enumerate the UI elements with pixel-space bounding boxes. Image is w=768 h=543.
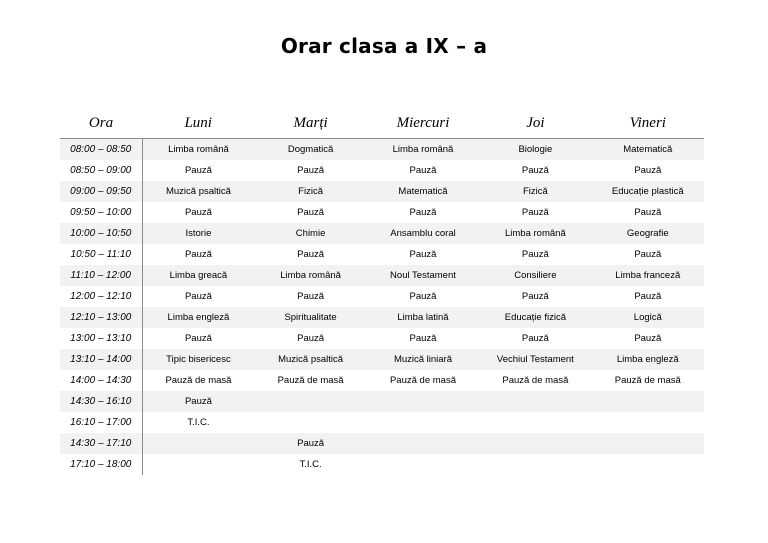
table-row bbox=[60, 412, 704, 433]
subject-cell: Pauză bbox=[521, 333, 549, 344]
header-ora: Ora bbox=[60, 108, 142, 139]
time-slot-cell: 14:30 – 17:10 bbox=[60, 433, 142, 454]
subject-cell: Fizică bbox=[479, 181, 591, 202]
subject-cell: Pauză de masă bbox=[277, 375, 344, 386]
subject-cell: Ansamblu coral bbox=[367, 223, 479, 244]
header-vineri: Vineri bbox=[592, 108, 704, 139]
header-marti: Marți bbox=[254, 108, 366, 139]
subject-cell: Limba română bbox=[254, 265, 366, 286]
subject-cell bbox=[367, 412, 479, 433]
subject-cell: Educație plastică bbox=[592, 181, 704, 202]
subject-cell: Matematică bbox=[592, 139, 704, 161]
subject-cell: Pauză bbox=[634, 291, 662, 302]
time-slot-cell: 10:00 – 10:50 bbox=[60, 223, 142, 244]
subject-cell: Pauză bbox=[409, 333, 437, 344]
table-row bbox=[60, 286, 704, 307]
subject-cell bbox=[367, 454, 479, 475]
subject-cell: Tipic bisericesc bbox=[142, 349, 254, 370]
subject-cell: Pauză bbox=[297, 249, 325, 260]
subject-cell: Limba engleză bbox=[592, 349, 704, 370]
subject-cell bbox=[479, 412, 591, 433]
subject-cell: Vechiul Testament bbox=[479, 349, 591, 370]
subject-cell: Fizică bbox=[254, 181, 366, 202]
subject-cell: Pauză bbox=[297, 291, 325, 302]
time-slot-cell: 10:50 – 11:10 bbox=[60, 244, 142, 265]
subject-cell: Limba română bbox=[367, 139, 479, 161]
subject-cell: Pauză bbox=[297, 207, 325, 218]
subject-cell: Logică bbox=[592, 307, 704, 328]
subject-cell bbox=[142, 433, 254, 454]
subject-cell: Pauză bbox=[184, 291, 212, 302]
subject-cell: Muzică psaltică bbox=[254, 349, 366, 370]
subject-cell: Spiritualitate bbox=[254, 307, 366, 328]
subject-cell bbox=[592, 391, 704, 412]
subject-cell: Pauză bbox=[634, 165, 662, 176]
time-slot-cell: 13:10 – 14:00 bbox=[60, 349, 142, 370]
schedule-body bbox=[60, 139, 704, 476]
time-slot-cell: 08:00 – 08:50 bbox=[60, 139, 142, 161]
subject-cell: Limba engleză bbox=[142, 307, 254, 328]
header-miercuri: Miercuri bbox=[367, 108, 479, 139]
subject-cell: Pauză bbox=[409, 165, 437, 176]
subject-cell: Pauză bbox=[521, 291, 549, 302]
table-row bbox=[60, 244, 704, 265]
subject-cell: Pauză bbox=[142, 391, 254, 412]
time-slot-cell: 11:10 – 12:00 bbox=[60, 265, 142, 286]
table-row bbox=[60, 265, 704, 286]
subject-cell bbox=[592, 412, 704, 433]
subject-cell bbox=[142, 454, 254, 475]
table-row bbox=[60, 349, 704, 370]
table-row bbox=[60, 391, 704, 412]
subject-cell bbox=[254, 412, 366, 433]
subject-cell: Pauză bbox=[297, 333, 325, 344]
subject-cell bbox=[254, 391, 366, 412]
time-slot-cell: 17:10 – 18:00 bbox=[60, 454, 142, 475]
subject-cell: Pauză bbox=[184, 165, 212, 176]
subject-cell: T.I.C. bbox=[187, 417, 210, 428]
table-row bbox=[60, 139, 704, 161]
subject-cell: Educație fizică bbox=[479, 307, 591, 328]
subject-cell bbox=[367, 391, 479, 412]
subject-cell: Matematică bbox=[367, 181, 479, 202]
subject-cell: Limba greacă bbox=[142, 265, 254, 286]
subject-cell: Pauză de masă bbox=[502, 375, 569, 386]
subject-cell: Pauză bbox=[521, 249, 549, 260]
subject-cell: Muzică liniară bbox=[367, 349, 479, 370]
subject-cell bbox=[592, 454, 704, 475]
table-row bbox=[60, 454, 704, 475]
subject-cell bbox=[592, 433, 704, 454]
time-slot-cell: 14:00 – 14:30 bbox=[60, 370, 142, 391]
table-header-row bbox=[60, 108, 704, 139]
subject-cell bbox=[479, 391, 591, 412]
time-slot-cell: 12:10 – 13:00 bbox=[60, 307, 142, 328]
table-row bbox=[60, 223, 704, 244]
subject-cell: Pauză bbox=[184, 333, 212, 344]
subject-cell: Noul Testament bbox=[367, 265, 479, 286]
subject-cell: Pauză bbox=[634, 207, 662, 218]
subject-cell: Pauză bbox=[521, 165, 549, 176]
subject-cell: Pauză bbox=[184, 207, 212, 218]
table-row bbox=[60, 202, 704, 223]
subject-cell: Limba latină bbox=[367, 307, 479, 328]
time-slot-cell: 08:50 – 09:00 bbox=[60, 160, 142, 181]
subject-cell: Chimie bbox=[254, 223, 366, 244]
subject-cell: Limba română bbox=[479, 223, 591, 244]
subject-cell: Pauză bbox=[297, 165, 325, 176]
subject-cell: Pauză de masă bbox=[389, 375, 456, 386]
subject-cell: Pauză bbox=[254, 433, 366, 454]
table-row bbox=[60, 160, 704, 181]
subject-cell: Biologie bbox=[479, 139, 591, 161]
subject-cell: Pauză bbox=[521, 207, 549, 218]
table-row bbox=[60, 307, 704, 328]
table-row bbox=[60, 370, 704, 391]
table-row bbox=[60, 433, 704, 454]
subject-cell: Pauză bbox=[409, 249, 437, 260]
time-slot-cell: 13:00 – 13:10 bbox=[60, 328, 142, 349]
subject-cell: Istorie bbox=[142, 223, 254, 244]
subject-cell bbox=[367, 433, 479, 454]
time-slot-cell: 09:50 – 10:00 bbox=[60, 202, 142, 223]
table-row bbox=[60, 181, 704, 202]
subject-cell: Pauză de masă bbox=[614, 375, 681, 386]
subject-cell: Dogmatică bbox=[254, 139, 366, 161]
subject-cell: Pauză bbox=[634, 333, 662, 344]
time-slot-cell: 14:30 – 16:10 bbox=[60, 391, 142, 412]
table-row bbox=[60, 328, 704, 349]
subject-cell: Pauză bbox=[634, 249, 662, 260]
time-slot-cell: 09:00 – 09:50 bbox=[60, 181, 142, 202]
header-joi: Joi bbox=[479, 108, 591, 139]
subject-cell: Consiliere bbox=[479, 265, 591, 286]
subject-cell: Muzică psaltică bbox=[142, 181, 254, 202]
subject-cell: Pauză bbox=[409, 291, 437, 302]
time-slot-cell: 12:00 – 12:10 bbox=[60, 286, 142, 307]
subject-cell: Pauză bbox=[409, 207, 437, 218]
subject-cell: T.I.C. bbox=[299, 459, 322, 470]
subject-cell: Limba română bbox=[142, 139, 254, 161]
subject-cell bbox=[479, 433, 591, 454]
subject-cell: Limba franceză bbox=[592, 265, 704, 286]
subject-cell: Geografie bbox=[592, 223, 704, 244]
header-luni: Luni bbox=[142, 108, 254, 139]
subject-cell bbox=[479, 454, 591, 475]
schedule-table bbox=[60, 108, 704, 475]
page-title: Orar clasa a IX – a bbox=[280, 34, 488, 58]
time-slot-cell: 16:10 – 17:00 bbox=[60, 412, 142, 433]
subject-cell: Pauză de masă bbox=[165, 375, 232, 386]
subject-cell: Pauză bbox=[184, 249, 212, 260]
